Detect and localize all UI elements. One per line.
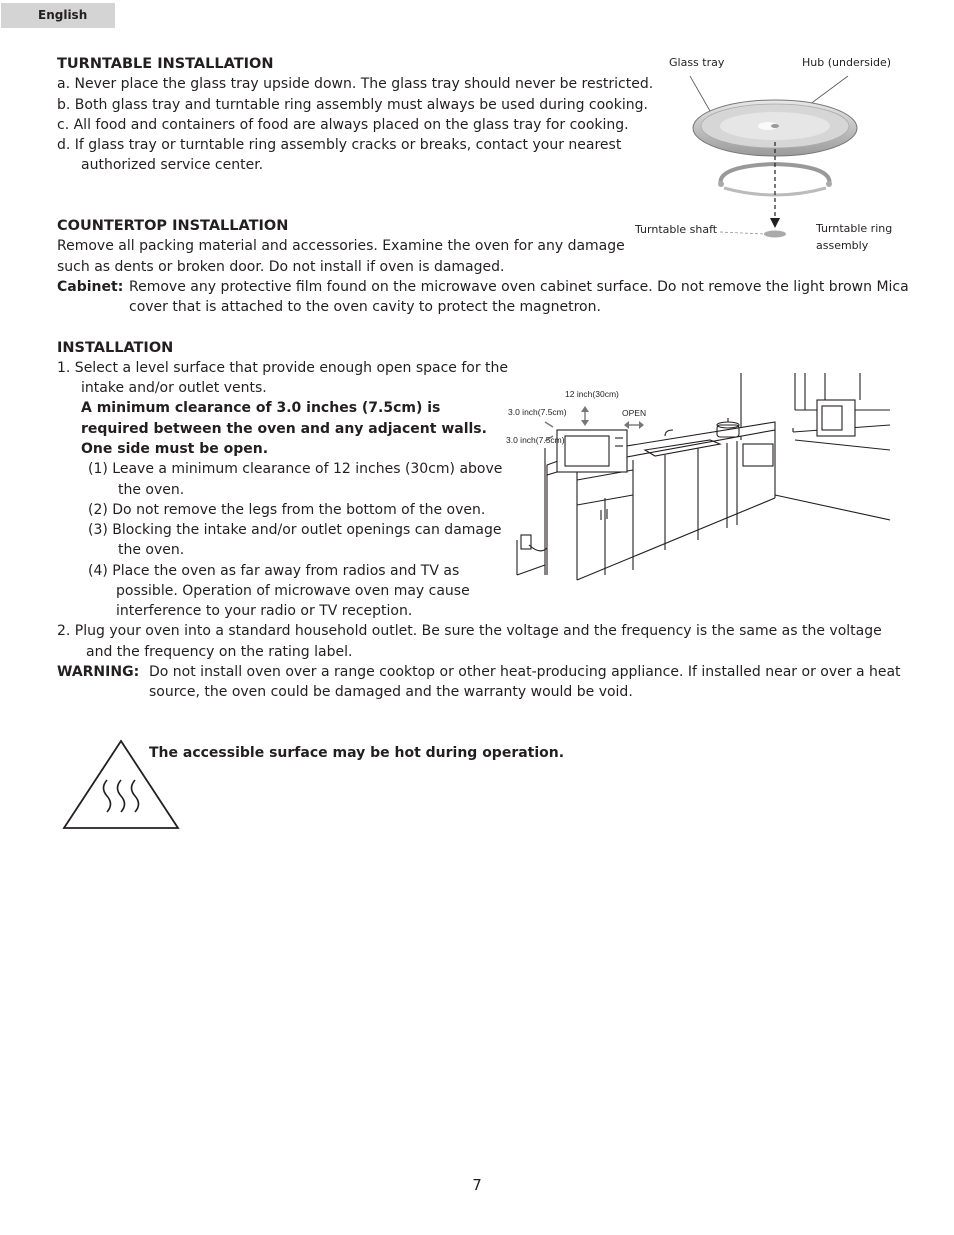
countertop-heading: COUNTERTOP INSTALLATION (57, 218, 289, 234)
warning-label: WARNING: (57, 664, 140, 680)
hot-surface-warning-text: The accessible surface may be hot during operation. (149, 745, 565, 761)
installation-item-2-cont: and the frequency on the rating label. (86, 644, 353, 660)
turntable-item-a: a. Never place the glass tray upside down. The glass tray should never be restricted. (57, 76, 654, 92)
cabinet-text-2: cover that is attached to the oven cavity to protect the magnetron. (129, 299, 601, 315)
clearance-top-label: 12 inch(30cm) (565, 389, 619, 399)
sub-item-1-cont: the oven. (118, 482, 185, 498)
turntable-item-c: c. All food and containers of food are always placed on the glass tray for cooking. (57, 117, 629, 133)
glass-tray-label: Glass tray (669, 56, 725, 69)
sub-item-4-cont-2: interference to your radio or TV reception. (116, 603, 413, 619)
turntable-item-d: d. If glass tray or turntable ring assembly cracks or breaks, contact your nearest (57, 137, 622, 153)
sub-item-3-cont: the oven. (118, 542, 185, 558)
clearance-side-label-2: 3.0 inch(7.5cm) (506, 435, 565, 445)
countertop-text-2: such as dents or broken door. Do not install if oven is damaged. (57, 259, 505, 275)
turntable-ring-label-2: assembly (816, 239, 869, 252)
kitchen-clearance-diagram (505, 370, 895, 585)
turntable-shaft-label: Turntable shaft (635, 223, 718, 236)
turntable-ring-label: Turntable ring (816, 222, 893, 235)
countertop-text-1: Remove all packing material and accessories. Examine the oven for any damage (57, 238, 625, 254)
open-label: OPEN (622, 408, 647, 418)
clearance-side-label-1: 3.0 inch(7.5cm) (508, 407, 567, 417)
installation-item-1: 1. Select a level surface that provide enough open space for the (57, 360, 509, 376)
warning-text-2: source, the oven could be damaged and the warranty would be void. (149, 684, 633, 700)
sub-item-3: (3) Blocking the intake and/or outlet openings can damage (88, 522, 502, 538)
cabinet-text-1: Remove any protective film found on the microwave oven cabinet surface. Do not remove the light brown Mica (129, 279, 909, 295)
clearance-note-2: required between the oven and any adjacent walls. (81, 421, 487, 437)
page-number: 7 (472, 1176, 482, 1194)
sub-item-1: (1) Leave a minimum clearance of 12 inches (30cm) above (88, 461, 503, 477)
installation-heading: INSTALLATION (57, 340, 174, 356)
installation-item-1-cont: intake and/or outlet vents. (81, 380, 267, 396)
sub-item-4-cont: possible. Operation of microwave oven may cause (116, 583, 470, 599)
language-tab: English (1, 3, 115, 28)
sub-item-2: (2) Do not remove the legs from the bottom of the oven. (88, 502, 486, 518)
turntable-diagram (620, 60, 910, 250)
clearance-note-3: One side must be open. (81, 441, 269, 457)
cabinet-label: Cabinet: (57, 279, 124, 295)
warning-text-1: Do not install oven over a range cooktop or other heat-producing appliance. If installed near or over a heat (149, 664, 901, 680)
turntable-item-d-cont: authorized service center. (81, 157, 264, 173)
clearance-note-1: A minimum clearance of 3.0 inches (7.5cm) is (81, 400, 441, 416)
turntable-heading: TURNTABLE INSTALLATION (57, 56, 274, 72)
hub-label: Hub (underside) (802, 56, 892, 69)
installation-item-2: 2. Plug your oven into a standard household outlet. Be sure the voltage and the frequency is the same as the voltage (57, 623, 882, 639)
turntable-item-b: b. Both glass tray and turntable ring assembly must always be used during cooking. (57, 97, 648, 113)
sub-item-4: (4) Place the oven as far away from radios and TV as (88, 563, 460, 579)
